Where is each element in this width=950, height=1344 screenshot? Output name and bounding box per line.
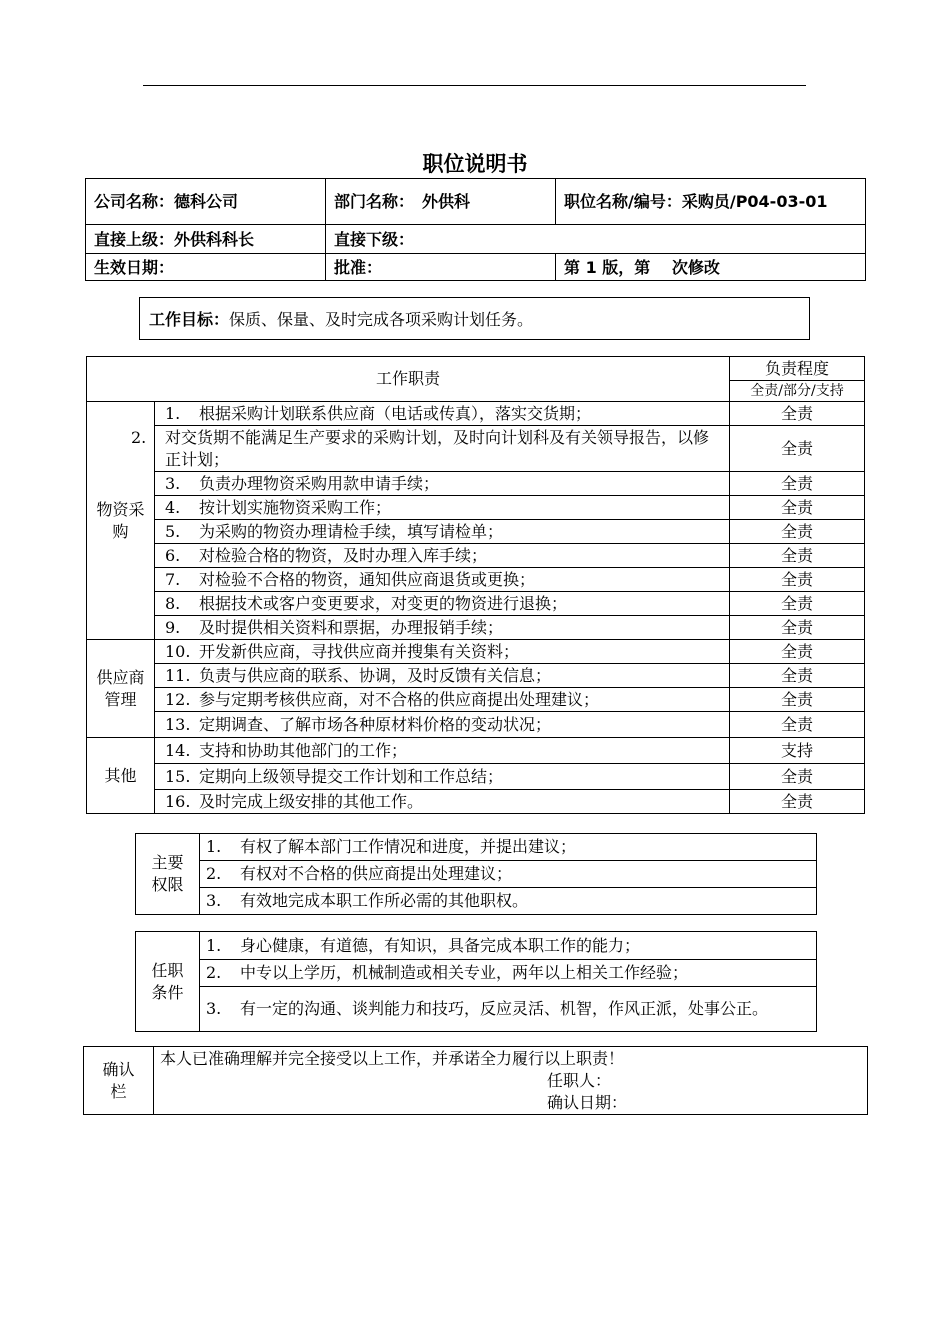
duty-item: 7. 对检验不合格的物资，通知供应商退货或更换； [155, 568, 730, 592]
work-goal-text: 保质、保量、及时完成各项采购计划任务。 [229, 310, 534, 329]
duty-level: 全责 [730, 426, 865, 472]
version-cell: 第 1 版，第 次修改 [556, 254, 866, 281]
duty-item: 14. 支持和协助其他部门的工作； [155, 738, 730, 764]
duty-level: 全责 [730, 402, 865, 426]
qualification-item: 3. 有一定的沟通、谈判能力和技巧，反应灵活、机智，作风正派，处事公正。 [200, 987, 817, 1032]
superior-cell: 直接上级：外供科科长 [86, 225, 326, 254]
duty-level: 全责 [730, 712, 865, 738]
duty-item: 8. 根据技术或客户变更要求，对变更的物资进行退换； [155, 592, 730, 616]
duty-level: 全责 [730, 568, 865, 592]
duty-level: 全责 [730, 664, 865, 688]
duty-level: 全责 [730, 520, 865, 544]
duty-item: 1. 根据采购计划联系供应商（电话或传真），落实交货期； [155, 402, 730, 426]
confirmation-statement: 本人已准确理解并完全接受以上工作，并承诺全力履行以上职责！ [160, 1049, 625, 1068]
duty-item: 11. 负责与供应商的联系、协调，及时反馈有关信息； [155, 664, 730, 688]
authority-item: 2. 有权对不合格的供应商提出处理建议； [200, 861, 817, 888]
duty-level: 全责 [730, 640, 865, 664]
subordinate-cell: 直接下级： [326, 225, 866, 254]
duty-item: 9. 及时提供相关资料和票据，办理报销手续； [155, 616, 730, 640]
duty-level: 支持 [730, 738, 865, 764]
duty-level: 全责 [730, 592, 865, 616]
authority-item: 3. 有效地完成本职工作所必需的其他职权。 [200, 888, 817, 915]
duty-item: 15. 定期向上级领导提交工作计划和工作总结； [155, 764, 730, 790]
duty-item: 12. 参与定期考核供应商，对不合格的供应商提出处理建议； [155, 688, 730, 712]
duty-level: 全责 [730, 616, 865, 640]
duty-category: 供应商管理 [87, 640, 155, 738]
confirmation-label: 确认栏 [84, 1047, 154, 1115]
duty-item: 4. 按计划实施物资采购工作； [155, 496, 730, 520]
duty-level: 全责 [730, 472, 865, 496]
work-goal-box [139, 297, 810, 340]
duty-level: 全责 [730, 496, 865, 520]
duty-category: 物资采购 [87, 402, 155, 640]
holder-field: 任职人： [547, 1071, 612, 1090]
duty-level: 全责 [730, 790, 865, 814]
company-cell: 公司名称：德科公司 [86, 179, 326, 225]
duty-category: 其他 [87, 738, 155, 814]
position-cell: 职位名称/编号：采购员/P04-03-01 [556, 179, 866, 225]
duty-item: 6. 对检验合格的物资，及时办理入库手续； [155, 544, 730, 568]
qualification-item: 1. 身心健康，有道德，有知识，具备完成本职工作的能力； [200, 932, 817, 960]
qualifications-table [135, 931, 817, 1032]
duties-header: 工作职责 [87, 357, 730, 402]
level-header: 负责程度 [730, 357, 865, 381]
duty-item: 3. 负责办理物资采购用款申请手续； [155, 472, 730, 496]
header-table [85, 178, 866, 281]
duties-table [86, 356, 865, 814]
level-subheader: 全责/部分/支持 [730, 381, 865, 402]
authority-table [135, 833, 817, 915]
confirmation-table [83, 1046, 868, 1115]
duty-level: 全责 [730, 688, 865, 712]
authority-item: 1. 有权了解本部门工作情况和进度，并提出建议； [200, 834, 817, 861]
duty-item: 10. 开发新供应商，寻找供应商并搜集有关资料； [155, 640, 730, 664]
authority-label: 主要权限 [136, 834, 200, 915]
department-cell: 部门名称： 外供科 [326, 179, 556, 225]
duty-item: 2. 对交货期不能满足生产要求的采购计划，及时向计划科及有关领导报告，以修正计划； [155, 426, 730, 472]
work-goal-label: 工作目标： [149, 310, 230, 329]
header-rule [143, 85, 806, 86]
qualifications-label: 任职条件 [136, 932, 200, 1032]
duty-item: 5. 为采购的物资办理请检手续，填写请检单； [155, 520, 730, 544]
qualification-item: 2. 中专以上学历，机械制造或相关专业，两年以上相关工作经验； [200, 960, 817, 987]
approval-cell: 批准： [326, 254, 556, 281]
confirm-date-field: 确认日期： [547, 1093, 628, 1112]
effective-date-cell: 生效日期： [86, 254, 326, 281]
duty-item: 13. 定期调查、了解市场各种原材料价格的变动状况； [155, 712, 730, 738]
confirmation-body [154, 1047, 868, 1115]
document-title: 职位说明书 [422, 152, 528, 176]
duty-level: 全责 [730, 544, 865, 568]
duty-item: 16. 及时完成上级安排的其他工作。 [155, 790, 730, 814]
duty-level: 全责 [730, 764, 865, 790]
